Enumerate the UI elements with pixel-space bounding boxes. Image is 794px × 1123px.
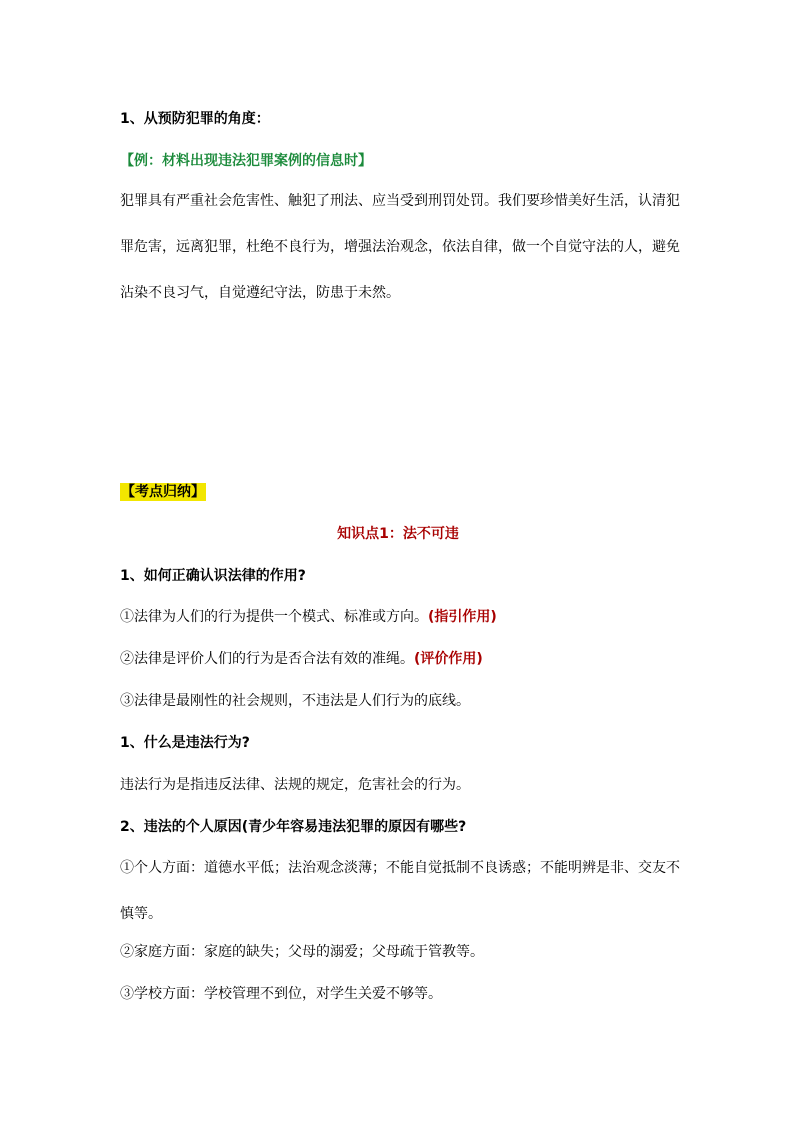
list-item [120,606,676,626]
example-tag: 【例：材料出现违法犯罪案例的信息时】 [120,153,372,169]
item-line: ①个人方面：道德水平低；法治观念淡薄；不能自觉抵制不良诱惑；不能明辨是非、交友不 [120,860,680,876]
paragraph-line: 沾染不良习气，自觉遵纪守法，防患于未然。 [120,285,400,301]
summary-label [120,481,676,501]
knowledge-point-title: 知识点1：法不可违 [337,526,459,542]
paragraph-line: 犯罪具有严重社会危害性、触犯了刑法、应当受到刑罚处罚。我们要珍惜美好生活，认清犯 [120,193,680,209]
list-item: ②家庭方面：家庭的缺失；父母的溺爱；父母疏于管教等。 [120,944,484,960]
section-heading: 1、从预防犯罪的角度： [120,111,270,127]
summary-tag: 【考点归纳】 [121,484,205,500]
item-note: (指引作用) [428,609,497,625]
list-item [120,648,676,668]
list-item: ③学校方面：学校管理不到位，对学生关爱不够等。 [120,986,442,1002]
item-text: ③法律是最刚性的社会规则，不违法是人们行为的底线。 [120,693,470,709]
item-note: (评价作用) [414,651,483,667]
item-text: ②法律是评价人们的行为是否合法有效的准绳。 [120,651,414,667]
question-heading: 1、如何正确认识法律的作用? [120,568,306,584]
crime-prevention-paragraph [120,178,680,316]
item-text: ①法律为人们的行为提供一个模式、标准或方向。 [120,609,428,625]
answer-text: 违法行为是指违反法律、法规的规定，危害社会的行为。 [120,777,470,793]
question-heading: 2、违法的个人原因(青少年容易违法犯罪的原因有哪些? [120,819,467,835]
question-heading: 1、什么是违法行为? [120,735,250,751]
item-line: 慎等。 [120,906,162,922]
list-item [120,845,680,937]
list-item [120,690,676,710]
paragraph-line: 罪危害，远离犯罪，杜绝不良行为，增强法治观念，依法自律，做一个自觉守法的人，避免 [120,239,680,255]
